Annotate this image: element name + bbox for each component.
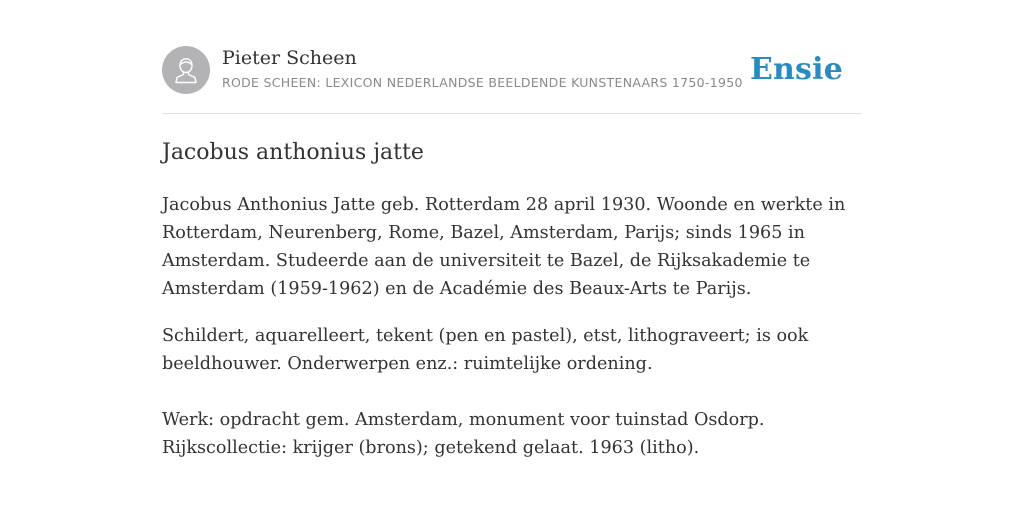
entry-paragraph: Jacobus Anthonius Jatte geb. Rotterdam 28 april 1930. Woonde en werkte in Rotterdam, Neurenberg, Rome, Bazel, Amsterdam, Parijs; sinds 1965 in Amsterdam. Studeerde aan de universiteit te Bazel, de Rijksakademie te Amsterdam (1959-1962) en de Académie des Beaux-Arts te Parijs. [162,195,846,299]
entry-card [162,46,862,481]
ensie-logo[interactable]: Ensie [749,52,843,87]
author-name[interactable]: Pieter Scheen [222,47,357,69]
entry-header [162,46,862,114]
author-avatar[interactable] [162,46,210,94]
source-title[interactable]: RODE SCHEEN: LEXICON NEDERLANDSE BEELDENDE KUNSTENAARS 1750-1950 [222,75,743,90]
user-silhouette-icon [173,56,199,84]
entry-paragraph: Schildert, aquarelleert, tekent (pen en pastel), etst, lithograveert; is ook beeldhouwer. Onderwerpen enz.: ruimtelijke ordening. Werk: opdracht gem. Amsterdam, monument voor tuinstad Osdorp. Rijkscollectie: krijger (brons); getekend gelaat. 1963 (litho). [162,326,809,458]
entry-title: Jacobus anthonius jatte [162,140,424,165]
entry-body [162,191,862,462]
